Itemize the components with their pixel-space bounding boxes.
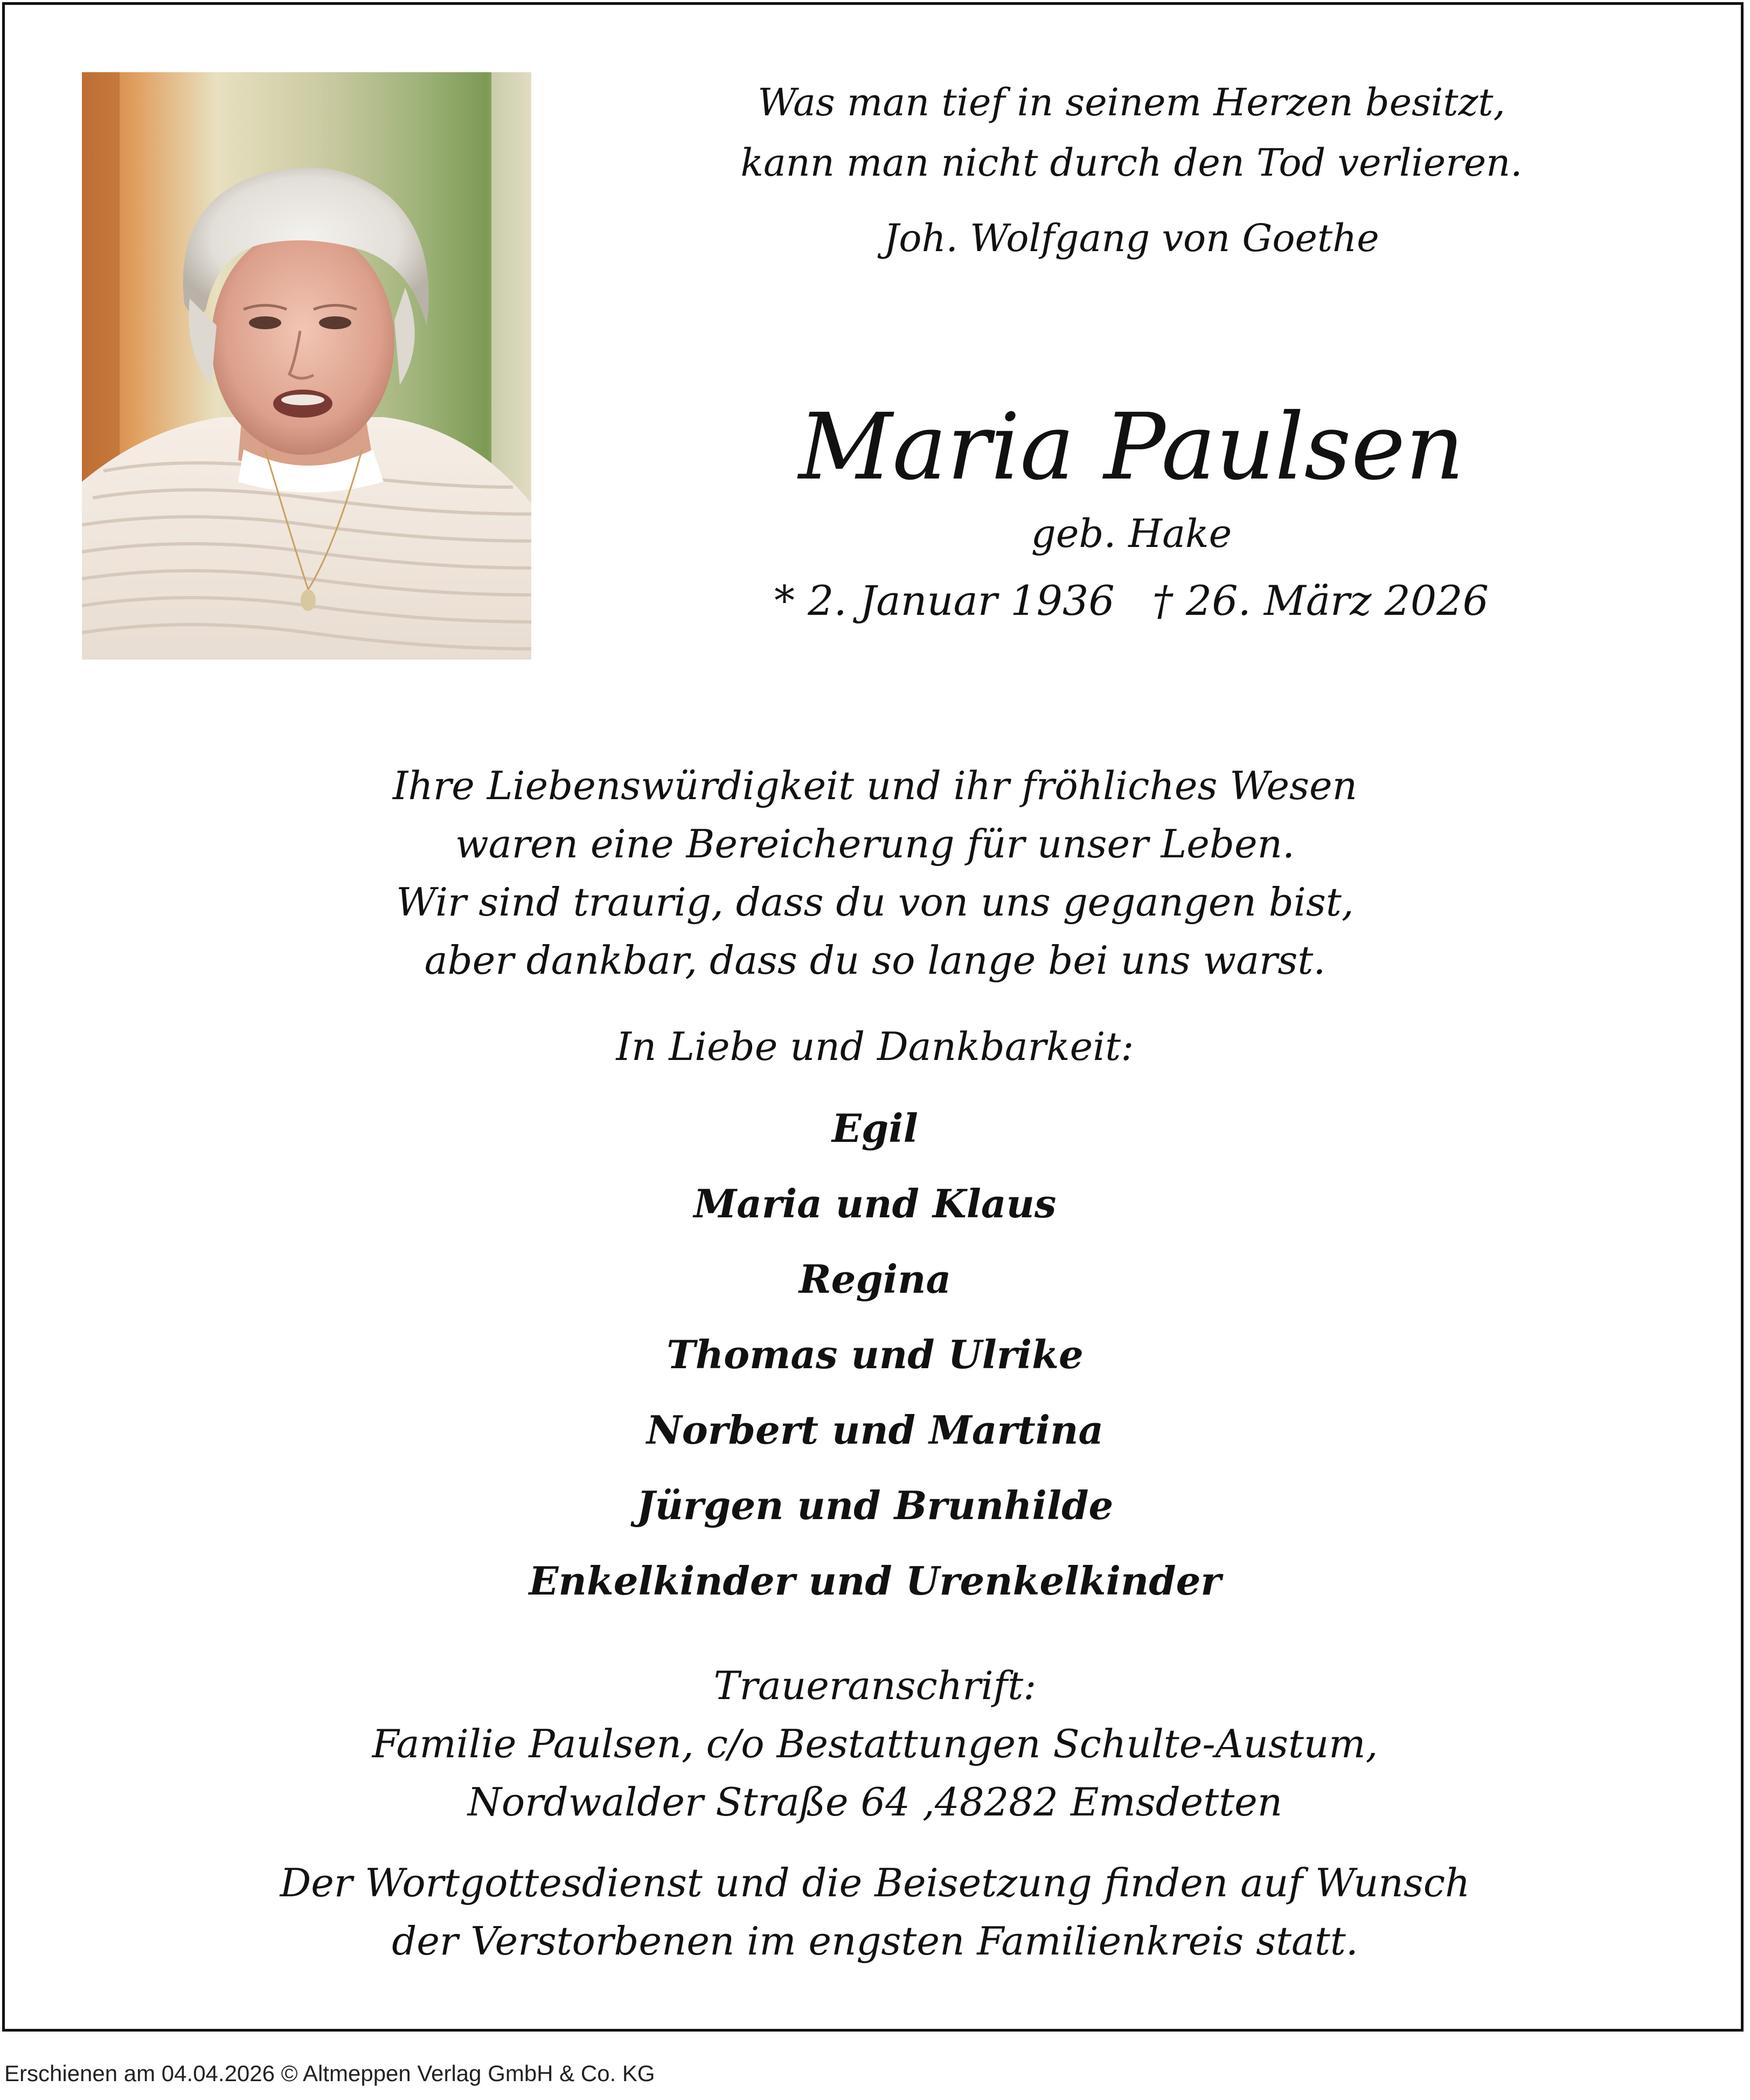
life-dates [566,571,1697,630]
mourner-4: Thomas und Ulrike [666,1332,1084,1377]
tribute-line-1: Ihre Liebenswürdigkeit und ihr fröhliches Wesen [393,763,1357,808]
birth-date: * 2. Januar 1936 [774,577,1115,625]
mourner-2: Maria und Klaus [693,1181,1057,1226]
tribute-line-2: waren eine Bereicherung für unser Leben. [455,821,1295,867]
mourner-1: Egil [832,1105,918,1151]
mourner-7: Enkelkinder und Urenkelkinder [529,1558,1221,1604]
address-label: Traueranschrift: [713,1663,1037,1708]
quote-line-1: Was man tief in seinem Herzen besitzt, [758,80,1505,124]
quote-author: Joh. Wolfgang von Goethe [884,216,1379,260]
deceased-name: Maria Paulsen [798,394,1464,501]
tribute-closing: In Liebe und Dankbarkeit: [616,1024,1134,1069]
death-date: † 26. März 2026 [1152,577,1489,625]
quote-line-2: kann man nicht durch den Tod verlieren. [740,141,1523,185]
address-line-2: Nordwalder Straße 64 ,48282 Emsdetten [467,1779,1283,1825]
portrait-photo [82,72,531,660]
publication-footer: Erschienen am 04.04.2026 © Altmeppen Verlag GmbH & Co. KG [4,2061,655,2086]
address-line-1: Familie Paulsen, c/o Bestattungen Schulte-Austum, [372,1721,1378,1766]
mourner-3: Regina [798,1256,952,1302]
notice-line-2: der Verstorbenen im engsten Familienkreis statt. [392,1918,1358,1964]
mourner-6: Jürgen und Brunhilde [636,1482,1114,1528]
mourner-5: Norbert und Martina [646,1407,1104,1453]
notice-line-1: Der Wortgottesdienst und die Beisetzung finden auf Wunsch [280,1860,1470,1905]
portrait-image [82,72,531,660]
tribute-line-4: aber dankbar, dass du so lange bei uns warst. [424,938,1326,983]
tribute-line-3: Wir sind traurig, dass du von uns gegangen bist, [396,879,1354,925]
birth-name: geb. Hake [1031,511,1232,556]
